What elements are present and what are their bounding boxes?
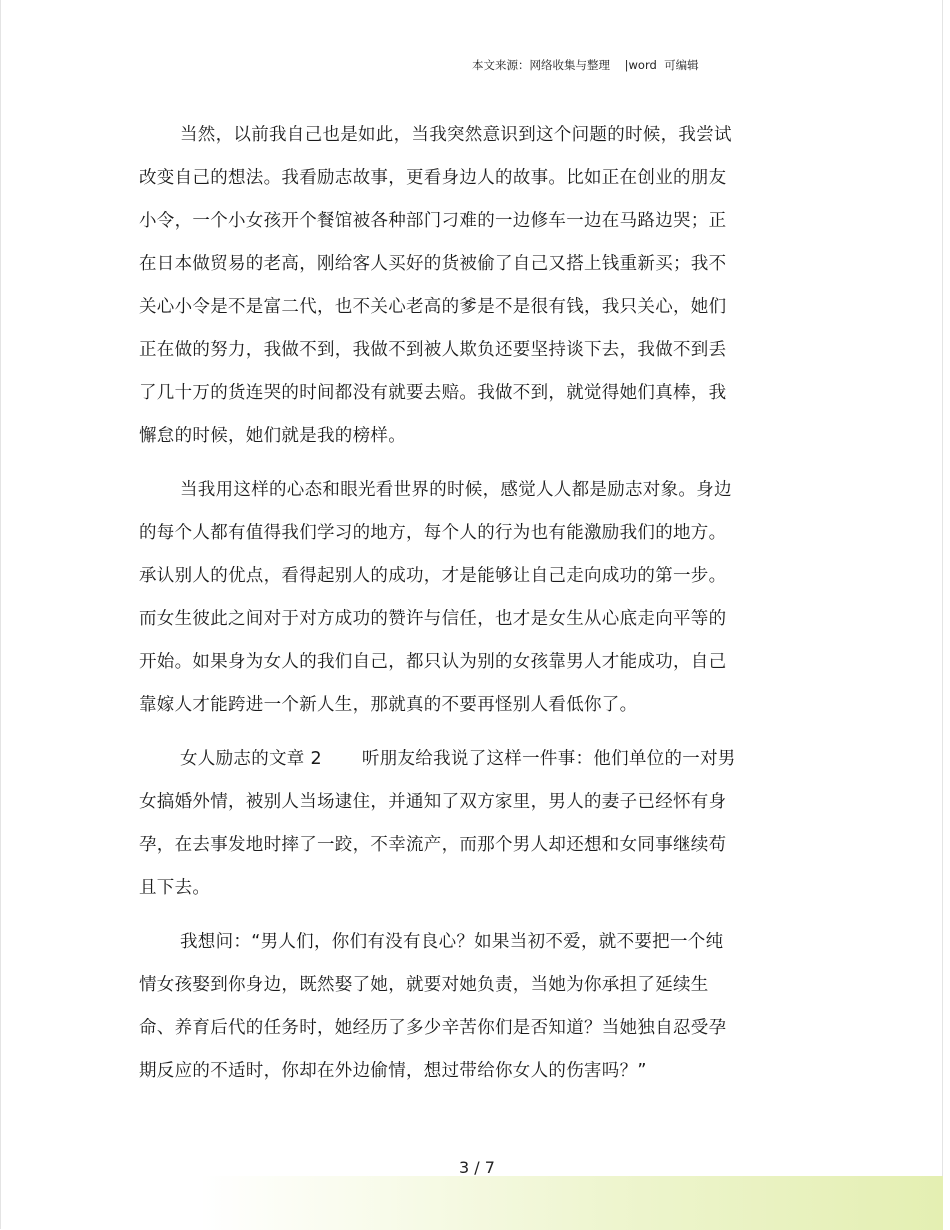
text-line: 当然，以前我自己也是如此，当我突然意识到这个问题的时候，我尝试 <box>180 125 732 145</box>
text-line: 而女生彼此之间对于对方成功的赞许与信任，也才是女生从心底走向平等的 <box>139 609 727 629</box>
text-line: 情女孩娶到你身边，既然娶了她，就要对她负责，当她为你承担了延续生 <box>139 975 709 995</box>
text-line: 期反应的不适时，你却在外边偷情，想过带给你女人的伤害吗？” <box>139 1061 647 1081</box>
text-line: 关心小令是不是富二代，也不关心老高的爹是不是很有钱，我只关心，她们 <box>139 297 727 317</box>
text-line: 改变自己的想法。我看励志故事，更看身边人的故事。比如正在创业的朋友 <box>139 168 727 188</box>
text-line: 了几十万的货连哭的时间都没有就要去赔。我做不到，就觉得她们真棒，我 <box>139 383 727 403</box>
text-line: 懈怠的时候，她们就是我的榜样。 <box>139 426 406 446</box>
header-note <box>472 57 699 73</box>
text-line: 承认别人的优点，看得起别人的成功，才是能够让自己走向成功的第一步。 <box>139 566 727 586</box>
article-title: 女人励志的文章 2 <box>180 749 322 769</box>
document-body <box>139 114 779 1104</box>
text-line: 我想问：“男人们，你们有没有良心？如果当初不爱，就不要把一个纯 <box>180 932 724 952</box>
text-line: 靠嫁人才能跨进一个新人生，那就真的不要再怪别人看低你了。 <box>139 695 638 715</box>
text-line: 在日本做贸易的老高，刚给客人买好的货被偷了自己又搭上钱重新买；我不 <box>139 254 727 274</box>
paragraph-3 <box>139 738 779 910</box>
footer-decoration <box>200 1176 943 1230</box>
text-line: 孕，在去事发地时摔了一跤，不幸流产，而那个男人却还想和女同事继续苟 <box>139 835 727 855</box>
text-line: 且下去。 <box>139 878 211 898</box>
paragraph-4 <box>139 921 779 1093</box>
text-line: 正在做的努力，我做不到，我做不到被人欺负还要坚持谈下去，我做不到丢 <box>139 340 727 360</box>
text-line: 命、养育后代的任务时，她经历了多少辛苦你们是否知道？当她独自忍受孕 <box>139 1018 727 1038</box>
text-line <box>139 738 779 781</box>
paragraph-2 <box>139 469 779 727</box>
text-line-content: 听朋友给我说了这样一件事：他们单位的一对男 <box>361 749 736 769</box>
text-line: 的每个人都有值得我们学习的地方，每个人的行为也有能激励我们的地方。 <box>139 523 727 543</box>
text-line: 当我用这样的心态和眼光看世界的时候，感觉人人都是励志对象。身边 <box>180 480 732 500</box>
source-note: 本文来源：网络收集与整理 <box>472 58 610 72</box>
page-number: 3 / 7 <box>459 1158 495 1177</box>
text-line: 小令，一个小女孩开个餐馆被各种部门刁难的一边修车一边在马路边哭；正 <box>139 211 727 231</box>
text-line: 女搞婚外情，被别人当场逮住，并通知了双方家里，男人的妻子已经怀有身 <box>139 792 727 812</box>
edit-note: |word 可编辑 <box>624 58 699 72</box>
paragraph-1 <box>139 114 779 458</box>
text-line: 开始。如果身为女人的我们自己，都只认为别的女孩靠男人才能成功，自己 <box>139 652 727 672</box>
